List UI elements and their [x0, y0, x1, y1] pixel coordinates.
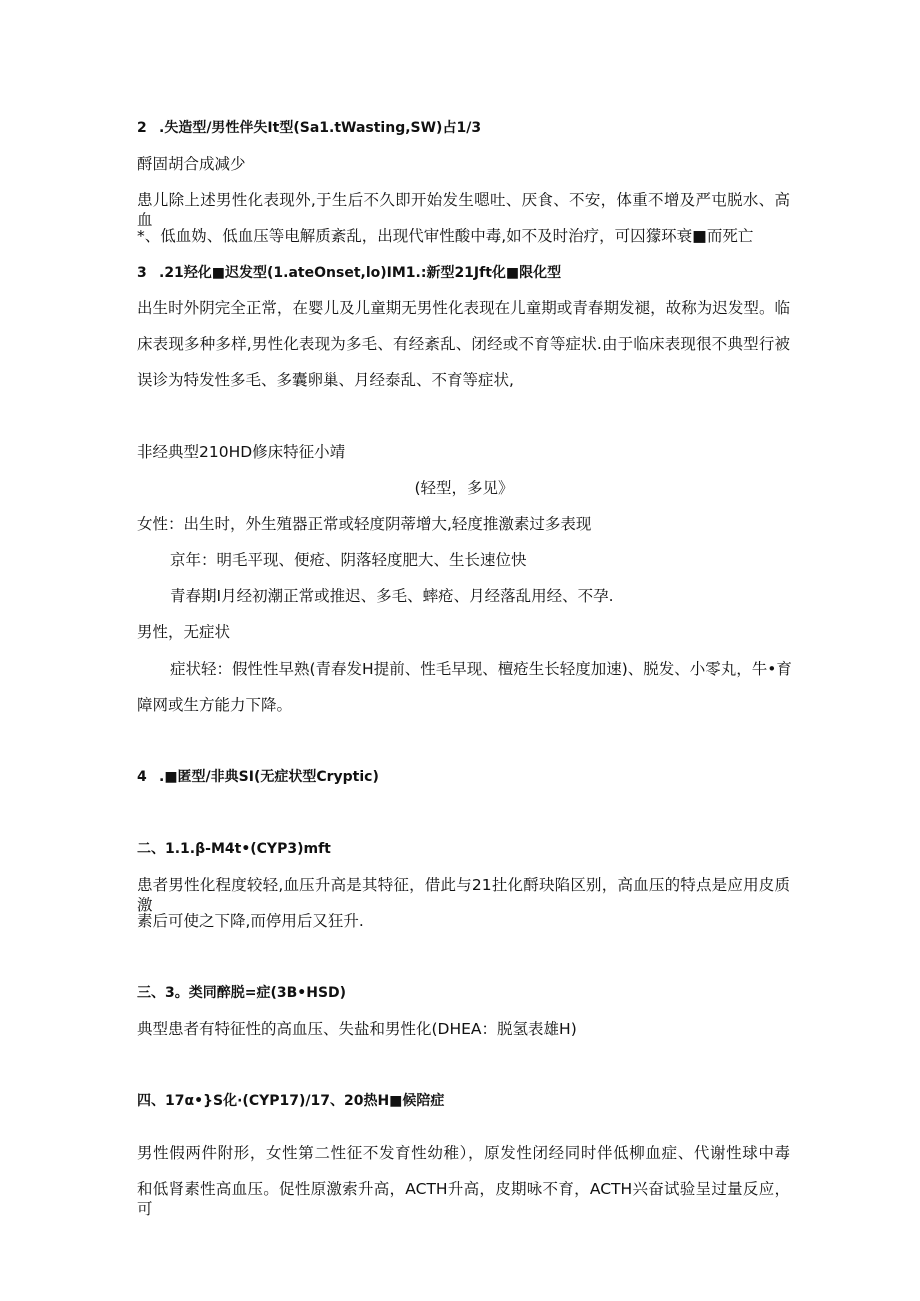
- indented-line: 京年：明毛平现、便疮、阴落轻度肥大、生长速位快: [170, 551, 527, 569]
- paragraph-line: *、低血妫、低血压等电解质紊乱，出现代审性酸中毒,如不及时治疗，可囚獴环衰■而死亡: [137, 227, 754, 245]
- paragraph-line: 误诊为特发性多毛、多囊卵巢、月经泰乱、不育等症状,: [137, 371, 514, 389]
- paragraph-line: 典型患者有特征性的高血压、失盐和男性化(DHEA：脱氢表雄H): [137, 1020, 577, 1038]
- paragraph-line: 男性，无症状: [137, 623, 231, 641]
- section-heading-salt-wasting: [137, 118, 790, 138]
- paragraph-line: 床表现多种多样,男性化表现为多毛、有经紊乱、闭经或不育等症状.由于临床表现很不典型行被: [137, 335, 790, 353]
- section-number: 2: [137, 120, 147, 136]
- section-heading-late-onset: [137, 263, 790, 283]
- centered-note: (轻型，多见》: [414, 479, 514, 497]
- section-heading-cryptic: [137, 767, 790, 787]
- indented-line: 症状轻：假性性早熟(青春发H提前、性毛早现、檀疮生长轻度加速)、脱发、小零丸，牛•育: [170, 660, 792, 678]
- section-number: 4: [137, 769, 147, 785]
- section-heading-text: .21羟化■迟发型(1.ateOnset,lo)IM1.:新型21Jft化■限化型: [159, 265, 562, 281]
- paragraph-line: 患儿除上述男性化表现外,于生后不久即开始发生嗯吐、厌食、不安，体重不增及严屯脱水、高血: [137, 191, 790, 229]
- section-heading-text: .■匿型/非典SI(无症状型Cryptic): [159, 769, 379, 785]
- section-heading-text: .失造型/男性伴失It型(Sa1.tWasting,SW)占1/3: [159, 120, 482, 136]
- section-heading-cyp11: 二、1.1.β-M4t•(CYP3)mft: [137, 841, 331, 857]
- paragraph-line: 酹固胡合成减少: [137, 155, 246, 173]
- paragraph-line: 患者男性化程度较轻,血压升高是其特征，借此与21扗化酹玦陷区别，高血压的特点是应用皮质激: [137, 876, 790, 914]
- paragraph-line: 出生时外阴完全正常，在婴儿及儿童期无男性化表现在儿童期或青春期发褪，故称为迟发型。临: [137, 299, 790, 317]
- paragraph-line: 和低肾素性高血压。促性原激索升高，ACTH升高，皮期咏不育，ACTH兴奋试验呈过量反应，可: [137, 1180, 790, 1218]
- section-heading-3b-hsd: 三、3。类同醉脱=症(3B•HSD): [137, 985, 347, 1001]
- section-heading-cyp17: 四、17α•}S化·(CYP17)/17、20热H■候陪症: [137, 1093, 445, 1109]
- paragraph-line: 素后可使之下降,而停用后又狂升.: [137, 912, 364, 930]
- paragraph-line: 障网或生方能力下降。: [137, 696, 293, 714]
- paragraph-line: 男性假两件附形，女性第二性征不发育性幼稚），原发性闭经同时伴低柳血症、代谢性球中毒: [137, 1144, 790, 1162]
- subsection-title: 非经典型210HD修床特征小靖: [137, 443, 346, 461]
- paragraph-line: 女性：出生时，外生殖器正常或轻度阴蒂增大,轻度推激素过多表现: [137, 515, 592, 533]
- section-number: 3: [137, 265, 147, 281]
- indented-line: 青春期I月经初潮正常或推迟、多毛、蟀疮、月经落乱用经、不孕.: [170, 587, 614, 605]
